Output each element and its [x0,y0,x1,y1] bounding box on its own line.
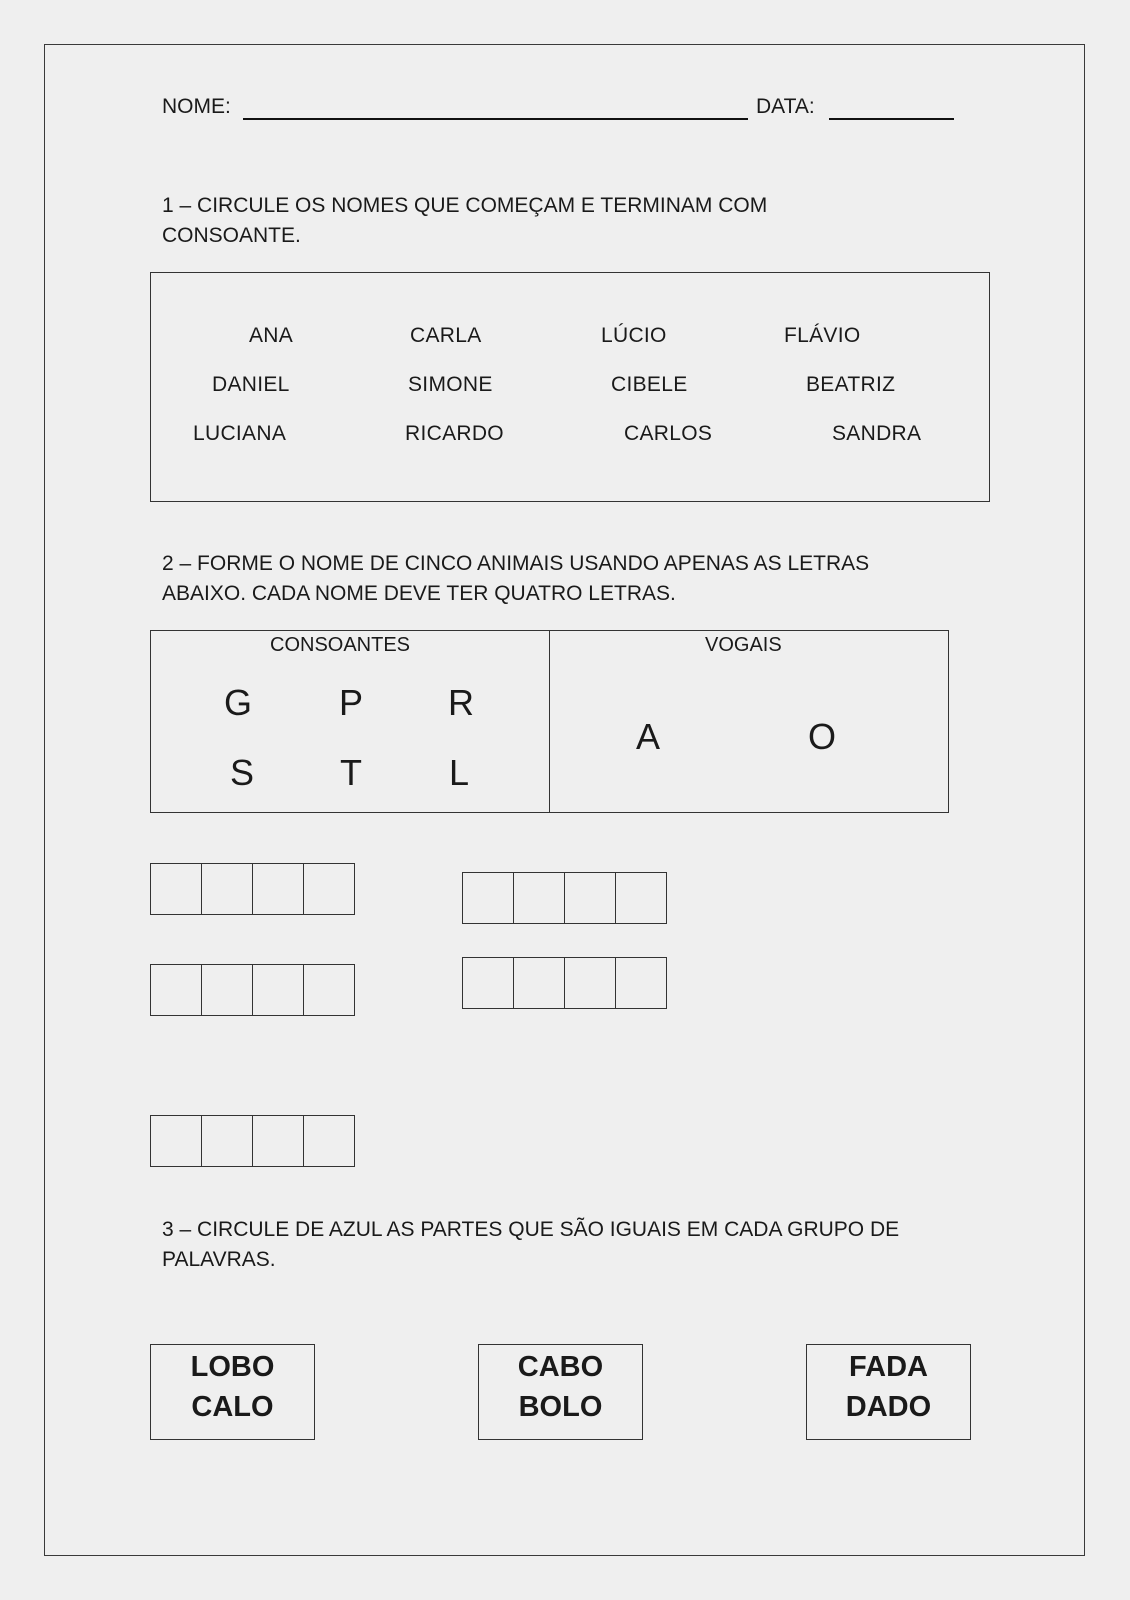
answer-cell[interactable] [304,965,354,1015]
word-group-word[interactable]: BOLO [518,1391,603,1423]
answer-cell[interactable] [253,965,304,1015]
answer-cell[interactable] [151,965,202,1015]
answer-cell[interactable] [565,873,616,923]
answer-cell[interactable] [202,1116,253,1166]
word-group-word[interactable]: LOBO [190,1351,275,1383]
word-group-box-1 [150,1344,315,1440]
name-item[interactable]: ANA [249,324,294,347]
answer-cell[interactable] [253,864,304,914]
answer-cell[interactable] [463,958,514,1008]
word-group-box-2 [478,1344,643,1440]
q2-instruction-line1: 2 – FORME O NOME DE CINCO ANIMAIS USANDO APENAS AS LETRAS [162,552,870,575]
name-item[interactable]: FLÁVIO [784,324,861,347]
vowel-letter: A [636,716,661,757]
consonant-letter: R [448,682,474,723]
name-item[interactable]: RICARDO [405,422,504,445]
answer-grid-1[interactable] [150,863,355,915]
vowels-title: VOGAIS [705,634,782,656]
q3-instruction-line1: 3 – CIRCULE DE AZUL AS PARTES QUE SÃO IGUAIS EM CADA GRUPO DE [162,1218,900,1241]
date-label: DATA: [756,95,815,118]
word-group-word[interactable]: CALO [191,1391,274,1423]
name-item[interactable]: LÚCIO [601,324,667,347]
answer-grid-4[interactable] [462,957,667,1009]
name-item[interactable]: CIBELE [611,373,688,396]
answer-cell[interactable] [202,965,253,1015]
answer-cell[interactable] [616,873,666,923]
q1-instruction-line1: 1 – CIRCULE OS NOMES QUE COMEÇAM E TERMINAM COM [162,194,768,217]
answer-cell[interactable] [151,1116,202,1166]
consonant-letter: P [339,682,364,723]
name-item[interactable]: LUCIANA [193,422,287,445]
answer-cell[interactable] [151,864,202,914]
consonant-letter: S [230,752,255,793]
q3-instruction-line2: PALAVRAS. [162,1248,276,1271]
letters-table-divider [549,630,550,813]
word-group-box-3 [806,1344,971,1440]
answer-cell[interactable] [616,958,666,1008]
name-label: NOME: [162,95,231,118]
answer-cell[interactable] [304,864,354,914]
vowel-letter: O [808,716,837,757]
name-item[interactable]: SANDRA [832,422,922,445]
consonant-letter: L [449,752,470,793]
name-item[interactable]: DANIEL [212,373,290,396]
answer-cell[interactable] [514,958,565,1008]
word-group-word[interactable]: DADO [845,1391,932,1423]
word-group-word[interactable]: FADA [849,1351,928,1383]
name-item[interactable]: CARLOS [624,422,713,445]
answer-cell[interactable] [304,1116,354,1166]
name-item[interactable]: BEATRIZ [806,373,896,396]
name-field-line[interactable] [243,118,748,120]
q2-instruction-line2: ABAIXO. CADA NOME DEVE TER QUATRO LETRAS. [162,582,676,605]
answer-cell[interactable] [463,873,514,923]
answer-grid-3[interactable] [150,964,355,1016]
consonants-title: CONSOANTES [270,634,411,656]
answer-cell[interactable] [202,864,253,914]
answer-cell[interactable] [253,1116,304,1166]
consonant-letter: T [340,752,362,793]
q1-instruction-line2: CONSOANTE. [162,224,301,247]
answer-grid-2[interactable] [462,872,667,924]
name-item[interactable]: CARLA [410,324,482,347]
consonant-letter: G [224,682,253,723]
answer-cell[interactable] [565,958,616,1008]
word-group-word[interactable]: CABO [517,1351,604,1383]
answer-cell[interactable] [514,873,565,923]
date-field-line[interactable] [829,118,954,120]
name-item[interactable]: SIMONE [408,373,493,396]
answer-grid-5[interactable] [150,1115,355,1167]
